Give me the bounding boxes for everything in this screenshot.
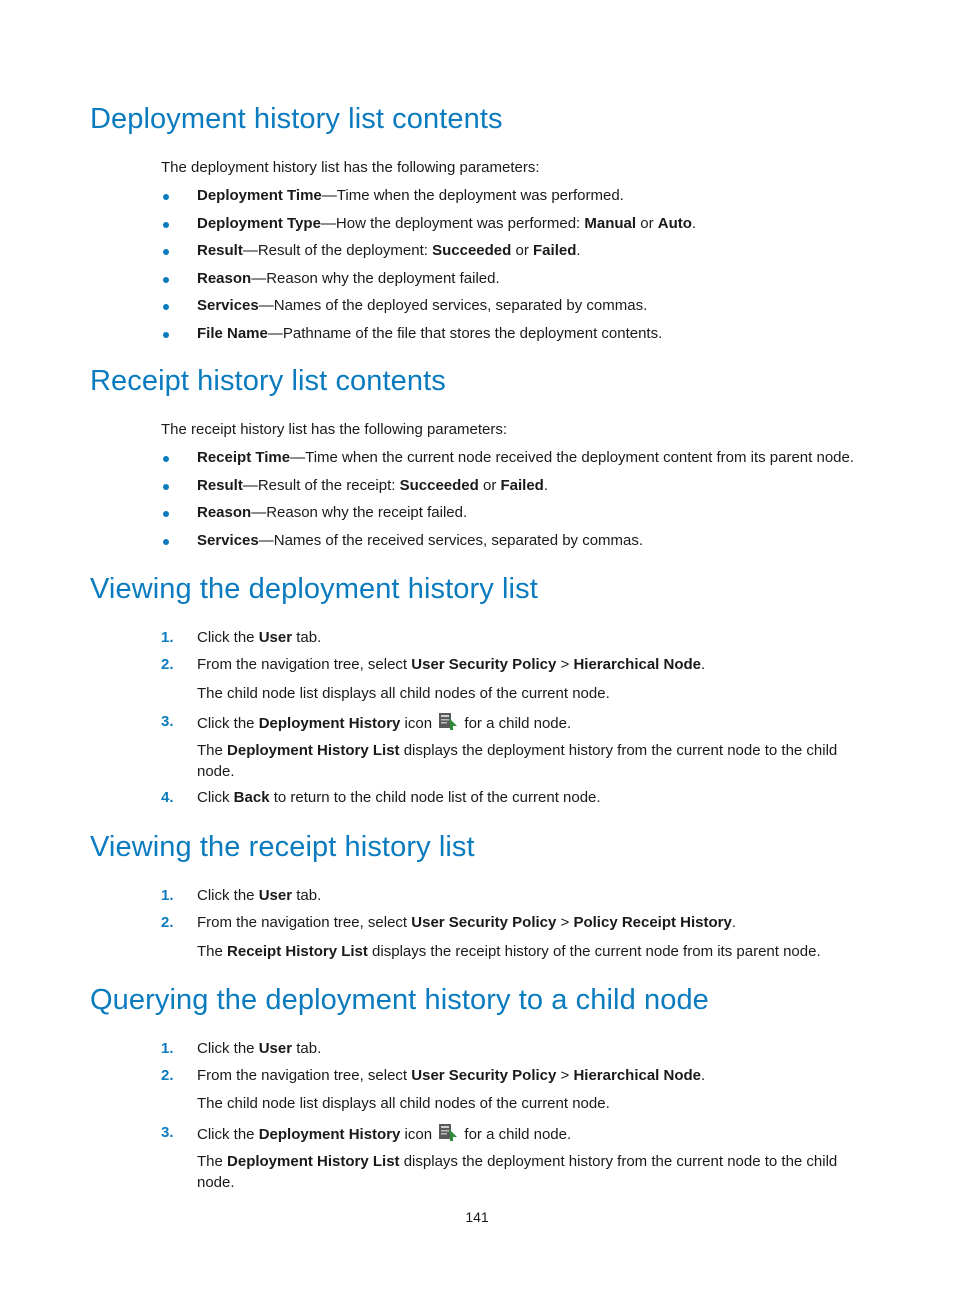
step-note: The Receipt History List displays the receipt history of the current node from its parent node. <box>197 943 821 960</box>
section-intro: The deployment history list has the following parameters: <box>161 159 540 176</box>
document-page: Deployment history list contents The deployment history list has the following parameters: Deployment Time—Time when the deployment was performed. Deployment Type—How the deployment was performed: Manual or Auto. Result—Result of the deployment: Succeeded or Failed. Reason—Reason why the deployment failed. Services—Names of the deployed services, separated by commas. File Name—Pathname of the file that stores the deployment contents. Receipt history list contents The receipt history list has the following parameters: Receipt Time—Time when the current node received the deployment content from its parent node. Result—Result of the receipt: Succeeded or Failed. Reason—Reason why the receipt failed. Services—Names of the received services, separated by commas. Viewing the deployment history list 1. Click the User tab. 2. From the navigation tree, select User Security Policy > Hierarchical Node. The child node list displays all child nodes of the current node. 3. Click the Deployment History icon for a child node. The Deployment History List displays the deployment history from the current node to the child node. 4. Click Back to return to the child node list of the current node. Viewing the receipt history list 1. Click the User tab. 2. From the navigation tree, select User Security Policy > Policy Receipt History. The Receipt History List displays the receipt history of the current node from its parent node. Querying the deployment history to a child node 1. Click the User tab. 2. From the navigation tree, select User Security Policy > Hierarchical Node. The child node list displays all child nodes of the current node. 3. Click the Deployment History icon for a child node. The Deployment History List displays the deployment history from the current node to the child node. 141 <box>0 0 954 1296</box>
section-title-viewing-deployment-history: Viewing the deployment history list <box>90 573 538 605</box>
step-note: The child node list displays all child nodes of the current node. <box>197 1095 610 1112</box>
step-number: 2. <box>161 914 174 931</box>
deployment-history-icon[interactable] <box>438 712 458 730</box>
step-note: The Deployment History List displays the deployment history from the current node to the child node. <box>197 742 838 780</box>
step-note: The child node list displays all child nodes of the current node. <box>197 685 610 702</box>
step-number: 4. <box>161 789 174 806</box>
step-number: 2. <box>161 1067 174 1084</box>
bullet-icon <box>163 277 169 283</box>
bullet-icon <box>163 249 169 255</box>
bullet-icon <box>163 222 169 228</box>
section-title-querying-deployment-history: Querying the deployment history to a child node <box>90 984 709 1016</box>
step-number: 3. <box>161 713 174 730</box>
section-title-receipt-history-contents: Receipt history list contents <box>90 365 446 397</box>
step-note: The Deployment History List displays the deployment history from the current node to the child node. <box>197 1153 838 1191</box>
section-intro: The receipt history list has the following parameters: <box>161 421 507 438</box>
step-number: 3. <box>161 1124 174 1141</box>
step-number: 1. <box>161 629 174 646</box>
bullet-icon <box>163 484 169 490</box>
bullet-icon <box>163 304 169 310</box>
page-number: 141 <box>465 1209 489 1225</box>
bullet-icon <box>163 332 169 338</box>
bullet-icon <box>163 456 169 462</box>
bullet-icon <box>163 539 169 545</box>
section-title-viewing-receipt-history: Viewing the receipt history list <box>90 831 475 863</box>
step-number: 1. <box>161 887 174 904</box>
bullet-icon <box>163 194 169 200</box>
deployment-history-icon[interactable] <box>438 1123 458 1141</box>
step-number: 2. <box>161 656 174 673</box>
bullet-icon <box>163 511 169 517</box>
section-title-deployment-history-contents: Deployment history list contents <box>90 103 503 135</box>
step-number: 1. <box>161 1040 174 1057</box>
